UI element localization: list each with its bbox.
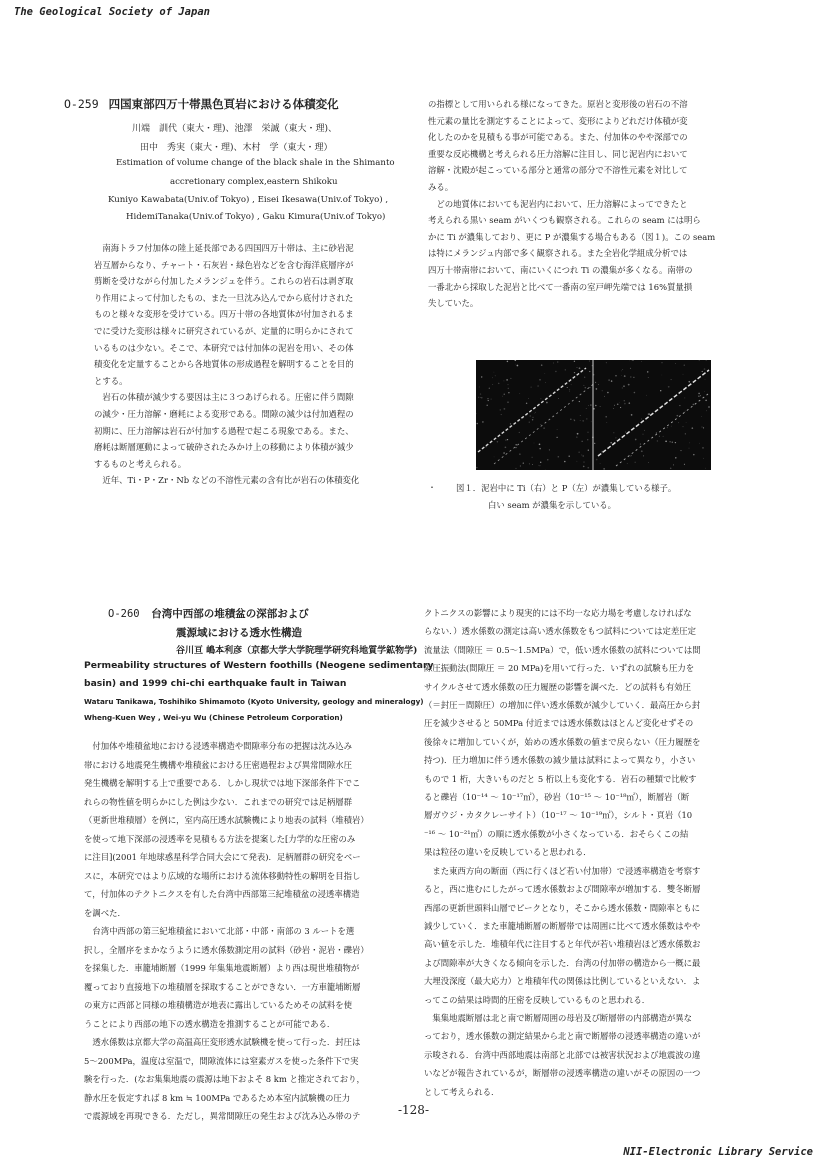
page-number: -128- — [397, 1103, 429, 1117]
text-line: 透水係数は京都大学の高温高圧変形透水試験機を使って行った．封圧は — [92, 1037, 361, 1047]
text-line: 初期に、圧力溶解は岩石が付加する過程で起こる現象である。また、 — [94, 425, 354, 436]
authors-en-line: Wheng-Kuen Wey , Wei-yu Wu (Chinese Petroleum Corporation) — [84, 713, 343, 722]
abstract-number: O-259 — [64, 97, 99, 111]
text-line: ものと様々な変形を受けている。四万十帯の各地質体が付加されるま — [94, 309, 354, 320]
text-line: するものと考えられる。 — [94, 458, 187, 469]
article-1-right-column — [428, 96, 768, 312]
text-line: れらの物性値を明らかにした例は少ない．これまでの研究では足柄層群 — [84, 796, 352, 807]
text-line: の指標として用いられる様になってきた。原岩と変形後の岩石の不溶 — [428, 99, 688, 109]
text-line: らない．）透水係数の測定は高い透水係数をもつ試料については定差圧定 — [424, 626, 697, 637]
text-line: かに Ti が濃集しており、更に P が濃集する場合もある（図１)。この seam — [428, 231, 716, 242]
article-title-2-line2: 震源域における透水性構造 — [176, 627, 302, 639]
text-line: サイクルさせて透水係数の圧力履歴の影響を調べた．どの試料も有効圧 — [424, 681, 691, 692]
text-line: 隙圧振動法(間隙圧 ＝ 20 MPa)を用いて行った．いずれの試験も圧力を — [424, 663, 695, 674]
authors-jp-line: 川端 訓代（東大・理)、池澤 栄誠（東大・理)、 — [132, 124, 338, 134]
text-line: また東西方向の断面（西に行くほど若い付加帯）で浸透率構造を考察す — [432, 865, 701, 876]
text-line: は特にメランジュ内部で多く観察される。また全岩化学組成分析では — [428, 248, 688, 259]
text-line: 剪断を受けながら付加したメランジュを伴う。これらの岩石は剥ぎ取 — [94, 276, 354, 287]
text-line: ると，西に進むにしたがって透水係数および間隙率が増加する．雙冬断層 — [424, 884, 701, 895]
text-line: 層ガウジ・カタクレーサイト）（10⁻¹⁷ ～ 10⁻¹⁹㎡），シルト・頁岩（10 — [424, 810, 693, 821]
title-en-line: accretionary complex,eastern Shikoku — [170, 177, 338, 187]
figure-1-caption: 図１．泥岩中に Ti（右）と P（左）が濃集している様子。 — [456, 483, 677, 493]
text-line: 発生機構を解明する上で重要である．しかし現状では地下深部条件下でこ — [84, 778, 361, 788]
article-1-left-column — [94, 240, 406, 489]
text-line: 集集地震断層は北と南で断層周囲の母岩及び断層帯の内部構造が異な — [432, 1012, 693, 1023]
text-line: を採集した．車籠埔断層（1999 年集集地震断層）より西は現世堆積物が — [84, 963, 360, 973]
text-line: とする。 — [94, 375, 128, 386]
text-line: うことにより西部の地下の透水構造を推測することが可能である． — [84, 1018, 336, 1029]
text-line: 南海トラフ付加体の陸上延長部である四国四万十帯は、主に砂岩泥 — [102, 243, 354, 253]
abstract-number: O-260 — [108, 608, 140, 620]
caption-marker: ・ — [428, 483, 436, 492]
text-line: 覆っており直接地下の堆積層を採取することができない．一方車籠埔断層 — [84, 981, 361, 992]
text-line: 積変化を定量することから各地質体の形成過程を解明することを目的 — [94, 359, 354, 370]
text-line: り作用によって付加したもの、また一旦沈み込んでから底付けされた — [94, 292, 354, 303]
text-line: ると礫岩（10⁻¹⁴ ～ 10⁻¹⁷㎡），砂岩（10⁻¹⁵ ～ 10⁻¹⁸㎡），断層岩（断 — [424, 792, 690, 803]
text-line: でに受けた変形は様々に研究されているが、定量的に明らかにされて — [94, 325, 354, 336]
text-line: ってこの結果は時間的圧密を反映しているものと思われる． — [424, 994, 651, 1005]
text-line: 示唆される．台湾中西部地震は南部と北部では被害状況および地震波の違 — [424, 1049, 701, 1060]
text-line: て，付加体のテクトニクスを有した台湾中西部第三紀堆積盆の浸透率構造 — [84, 889, 360, 899]
text-line: もので 1 桁，大きいものだと 5 桁以上も変化する．岩石の種類で比較す — [424, 773, 697, 784]
figure-1-image — [476, 360, 711, 470]
text-line: 近年、Ti・P・Zr・Nb などの不溶性元素の含有比が岩石の体積変化 — [102, 475, 360, 486]
text-line: 付加体や堆積盆地における浸透率構造や間隙率分布の把握は沈み込み — [92, 741, 353, 751]
text-line: 果は粒径の違いを反映していると思われる． — [424, 847, 592, 858]
text-line: を使って地下深部の浸透率を見積もる方法を提案した[力学的な圧密のみ — [84, 833, 356, 844]
title-text: 台湾中西部の堆積盆の深部および — [151, 608, 309, 620]
text-line: の減少・圧力溶解・磨耗による変形である。間隙の減少は付加過程の — [94, 408, 354, 419]
text-line: 台湾中西部の第三紀堆積盆において北部・中部・南部の 3 ルートを選 — [92, 926, 355, 936]
text-line: に注目](2001 年地球惑星科学合同大会にて発表)．足柄層群の研究をベー — [84, 852, 361, 862]
authors-en-line: Wataru Tanikawa, Toshihiko Shimamoto (Kyoto University, geology and mineralogy) — [84, 697, 424, 706]
text-line: 5～200MPa，温度は室温で，間隙流体には窒素ガスを使った条件下で実 — [84, 1055, 359, 1066]
article-title-1 — [64, 96, 339, 112]
text-line: クトニクスの影響により現実的には不均一な応力場を考慮しなければな — [424, 608, 692, 618]
text-line: 岩石の体積が減少する要因は主に３つあげられる。圧密に伴う間隙 — [102, 392, 354, 403]
figure-1-graphic — [476, 360, 711, 470]
article-2-left-column — [84, 737, 414, 1126]
text-line: ⁻¹⁶ ～ 10⁻²¹㎡）の順に透水係数が小さくなっている．おそらくこの結 — [424, 828, 689, 839]
text-line: 圧を減少させると 50MPa 付近までは透水係数はほとんど変化せずその — [424, 718, 694, 729]
authors-en-line: HidemiTanaka(Univ.of Tokyo) , Gaku Kimura(Univ.of Tokyo) — [126, 212, 386, 222]
text-line: いるものは少ない。そこで、本研究では付加体の泥岩を用い、その体 — [94, 342, 354, 353]
text-line: で震源域を再現できる．ただし，異常間隙圧の発生および沈み込み帯のテ — [84, 1111, 361, 1121]
text-line: として考えられる． — [424, 1086, 500, 1097]
text-line: 持つ)．圧力増加に伴う透水係数の減少量は試料によって異なり，小さい — [424, 755, 696, 766]
text-line: 帯における地震発生機構や堆積盆における圧密過程および異常間隙水圧 — [84, 759, 352, 770]
text-line: 重要な反応機構と考えられる圧力溶解に注目し、同じ泥岩内において — [428, 148, 688, 159]
text-line: みる。 — [428, 181, 454, 192]
text-line: 後徐々に増加していくが，始めの透水係数の値まで戻らない（圧力履歴を — [424, 736, 701, 747]
text-line: 岩互層からなり、チャート・石灰岩・緑色岩などを含む海洋底層序が — [94, 259, 354, 270]
text-line: 択し，全層序をまかなうように透水係数測定用の試料（砂岩・泥岩・礫岩） — [84, 944, 369, 955]
text-line: 四万十帯南帯において、南にいくにつれ Ti の濃集が多くなる。南帯の — [428, 264, 693, 275]
authors-en-line: Kuniyo Kawabata(Univ.of Tokyo) , Eisei Ikesawa(Univ.of Tokyo) , — [108, 195, 389, 205]
text-line: 流量法（間隙圧 ＝ 0.5～1.5MPa）で，低い透水係数の試料については間 — [424, 644, 701, 655]
text-line: 大埋没深度（最大応力）と堆積年代の関係は比例しているといえない．よ — [424, 976, 701, 987]
text-line: 減少していく．また車籠埔断層の断層帯では周囲に比べて透水係数はやや — [424, 920, 701, 931]
title-en-line: basin) and 1999 chi-chi earthquake fault in Taiwan — [84, 678, 347, 689]
title-en-line: Permeability structures of Western foothills (Neogene sedimentary — [84, 660, 434, 671]
text-line: 験を行った．(なお集集地震の震源は地下およそ 8 km と推定されており， — [84, 1074, 365, 1084]
text-line: を調べた． — [84, 907, 126, 918]
article-title-2 — [108, 606, 309, 621]
authors-jp-line: 田中 秀実（東大・理)、木村 学（東大・理） — [140, 143, 333, 153]
footer-text: NII-Electronic Library Service — [623, 1146, 813, 1158]
text-line: いなどが報告されているが，断層帯の浸透率構造の違いがその原因の一つ — [424, 1068, 701, 1079]
text-line: 化したのかを見積もる事が可能である。また、付加体のやや深部での — [428, 132, 688, 143]
text-line: よび間隙率が大きくなる傾向を示した．台湾の付加帯の構造から一概に最 — [424, 957, 701, 968]
text-line: 西部の更新世頭料山層でピークとなり，そこから透水係数・間隙率ともに — [424, 902, 701, 913]
text-line: 性元素の量比を測定することによって、変形によりどれだけ体積が変 — [428, 115, 688, 126]
text-line: 磨耗は断層運動によって破砕されたみかけ上の移動により体積が減少 — [94, 442, 354, 453]
text-line: の東方に西部と同様の堆積構造が地表に露出しているためその試料を使 — [84, 1000, 352, 1010]
authors-jp: 谷川亘 嶋本利彦（京都大学大学院理学研究科地質学鉱物学) — [176, 646, 418, 656]
article-2-right-column — [424, 604, 776, 1101]
title-text: 四国東部四万十帯黒色頁岩における体積変化 — [108, 97, 339, 111]
text-line: スに，本研究ではより広域的な場所における流体移動特性の解明を目指し — [84, 870, 361, 881]
text-line: どの地質体においても泥岩内において、圧力溶解によってできたと — [436, 198, 688, 209]
text-line: 考えられる黒い seam がいくつも観察される。これらの seam には明ら — [428, 215, 701, 226]
text-line: 溶解・沈殿が起こっている部分と通常の部分で不溶性元素を対比して — [428, 165, 688, 176]
text-line: 高い値を示した．堆積年代に注目すると年代が若い堆積岩ほど透水係数お — [424, 939, 701, 950]
text-line: （＝封圧－間隙圧）の増加に伴い透水係数が減少していく．最高圧から封 — [424, 700, 701, 711]
journal-header: The Geological Society of Japan — [14, 6, 210, 18]
text-line: （更新世堆積層）を例に，室内高圧透水試験機により地表の試料（堆積岩） — [84, 815, 369, 825]
figure-1-caption-cont: 白い seam が濃集を示している。 — [488, 500, 617, 510]
text-line: 失していた。 — [428, 298, 479, 309]
text-line: 静水圧を仮定すれば 8 km ≒ 100MPa であるため本室内試験機の圧力 — [84, 1092, 351, 1103]
text-line: っており，透水係数の測定結果から北と南で断層帯の浸透率構造の違いが — [424, 1031, 701, 1042]
title-en-line: Estimation of volume change of the black shale in the Shimanto — [116, 158, 395, 168]
text-line: 一番北から採取した泥岩と比べて一番南の室戸岬先端では 16%質量損 — [428, 281, 693, 292]
